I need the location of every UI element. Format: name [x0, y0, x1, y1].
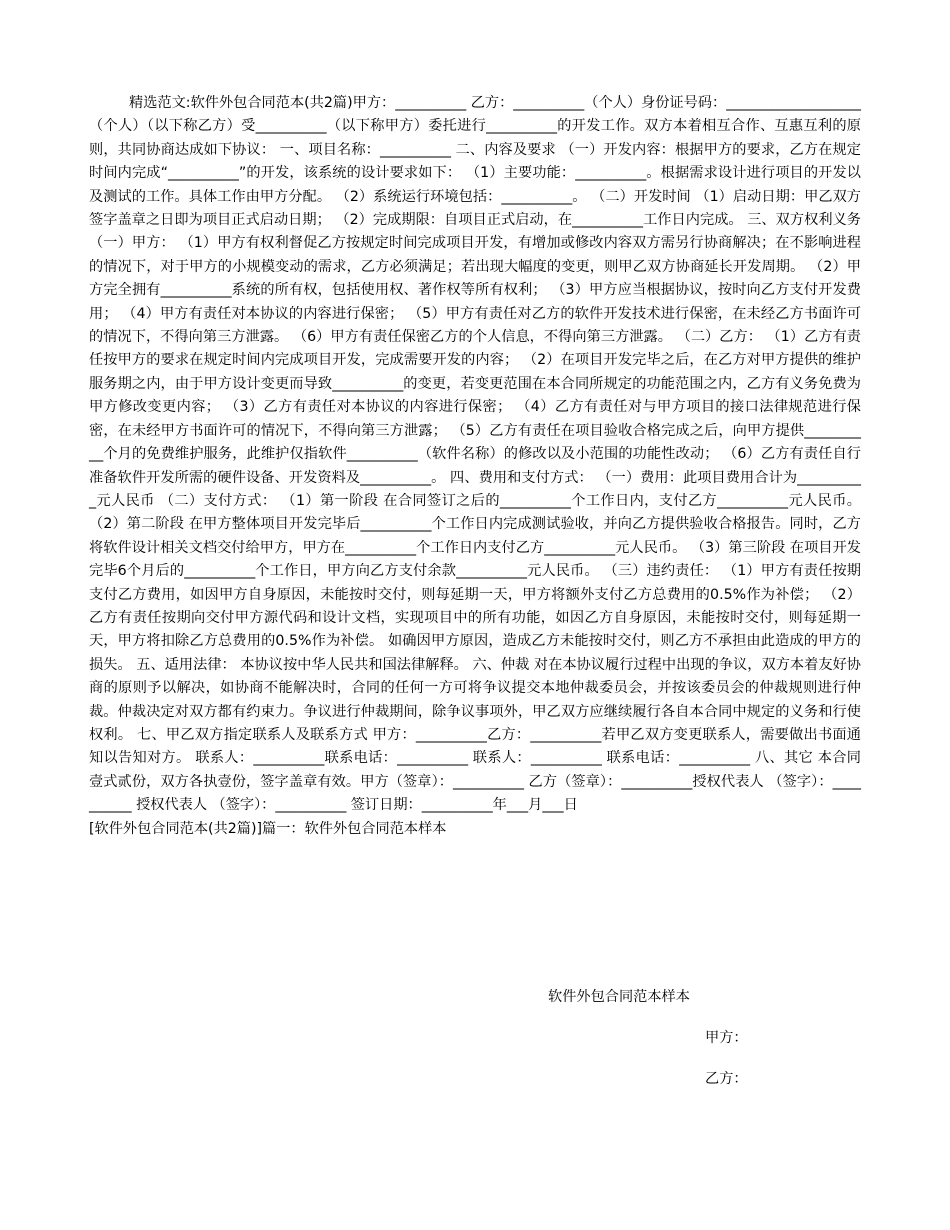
- party-a-label: 甲方：: [705, 1030, 748, 1046]
- sample-title: 软件外包合同范本样本: [548, 989, 690, 1005]
- party-b-label: 乙方：: [705, 1071, 748, 1087]
- contract-document: [89, 92, 861, 841]
- contract-body-text: 精选范文:软件外包合同范本(共2篇)甲方：__________ 乙方：__________（个人）身份证号码：___________________（个人）（以下称乙方）受__________（以下称甲方）委托进行__________的开发工作。双方本着相互合作、互惠互利的原则，共同协商达成如下协议： 一、项目名称：__________ 二、内容及要求 （一）开发内容：根据甲方的要求，乙方在规定时间内完成“__________”的开发，该系统的设计要求如下： （1）主要功能：__________。根据需求设计进行项目的开发以及测试的工作。具体工作由甲方分配。 （2）系统运行环境包括：__________。 （二）开发时间 （1）启动日期：甲乙双方签字盖章之日即为项目正式启动日期； （2）完成期限：自项目正式启动，在__________工作日内完成。 三、双方权利义务 （一）甲方： （1）甲方有权利督促乙方按规定时间完成项目开发，有增加或修改内容双方需另行协商解决；在不影响进程的情况下，对于甲方的小规模变动的需求，乙方必须满足；若出现大幅度的变更，则甲乙双方协商延长开发周期。 （2）甲方完全拥有__________系统的所有权，包括使用权、著作权等所有权利； （3）甲方应当根据协议，按时向乙方支付开发费用； （4）甲方有责任对本协议的内容进行保密； （5）甲方有责任对乙方的软件开发技术进行保密，在未经乙方书面许可的情况下，不得向第三方泄露。 （6）甲方有责任保密乙方的个人信息，不得向第三方泄露。 （二）乙方： （1）乙方有责任按甲方的要求在规定时间内完成项目开发，完成需要开发的内容； （2）在项目开发完毕之后，在乙方对甲方提供的维护服务期之内，由于甲方设计变更而导致__________的变更，若变更范围在本合同所规定的功能范围之内，乙方有义务免费为甲方修改变更内容； （3）乙方有责任对本协议的内容进行保密； （4）乙方有责任对与甲方项目的接口法律规范进行保密，在未经甲方书面许可的情况下，不得向第三方泄露； （5）乙方有责任在项目验收合格完成之后，向甲方提供__________个月的免费维护服务，此维护仅指软件__________（软件名称）的修改以及小范围的功能性改动； （6）乙方有责任自行准备软件开发所需的硬件设备、开发资料及__________。 四、费用和支付方式： （一）费用：此项目费用合计为__________元人民币 （二）支付方式： （1）第一阶段 在合同签订之后的__________个工作日内，支付乙方__________元人民币。 （2）第二阶段 在甲方整体项目开发完毕后__________个工作日内完成测试验收，并向乙方提供验收合格报告。同时，乙方将软件设计相关文档交付给甲方，甲方在__________个工作日内支付乙方__________元人民币。 （3）第三阶段 在项目开发完毕6个月后的__________个工作日，甲方向乙方支付余款__________元人民币。 （三）违约责任： （1）甲方有责任按期支付乙方费用，如因甲方自身原因，未能按时交付，则每延期一天，甲方将额外支付乙方总费用的0.5%作为补偿； （2）乙方有责任按期向交付甲方源代码和设计文档，实现项目中的所有功能，如因乙方自身原因，未能按时交付，则每延期一天，甲方将扣除乙方总费用的0.5%作为补偿。 如确因甲方原因，造成乙方未能按时交付，则乙方不承担由此造成的甲方的损失。 五、适用法律： 本协议按中华人民共和国法律解释。 六、仲裁 对在本协议履行过程中出现的争议，双方本着友好协商的原则予以解决，如协商不能解决时，合同的任何一方可将争议提交本地仲裁委员会，并按该委员会的仲裁规则进行仲裁。仲裁决定对双方都有约束力。争议进行仲裁期间，除争议事项外，甲乙双方应继续履行各自本合同中规定的义务和行使权利。 七、甲乙双方指定联系人及联系方式 甲方：__________乙方：__________若甲乙双方变更联系人，需要做出书面通知以告知对方。 联系人：__________联系电话：__________ 联系人：__________ 联系电话：__________ 八、其它 本合同壹式贰份，双方各执壹份，签字盖章有效。甲方（签章）：__________ 乙方（签章）：__________授权代表人 （签字）：__________ 授权代表人 （签字）：__________ 签订日期：__________年___月___日: [89, 95, 861, 814]
- section-heading: [软件外包合同范本(共2篇)]篇一：软件外包合同范本样本: [89, 820, 447, 837]
